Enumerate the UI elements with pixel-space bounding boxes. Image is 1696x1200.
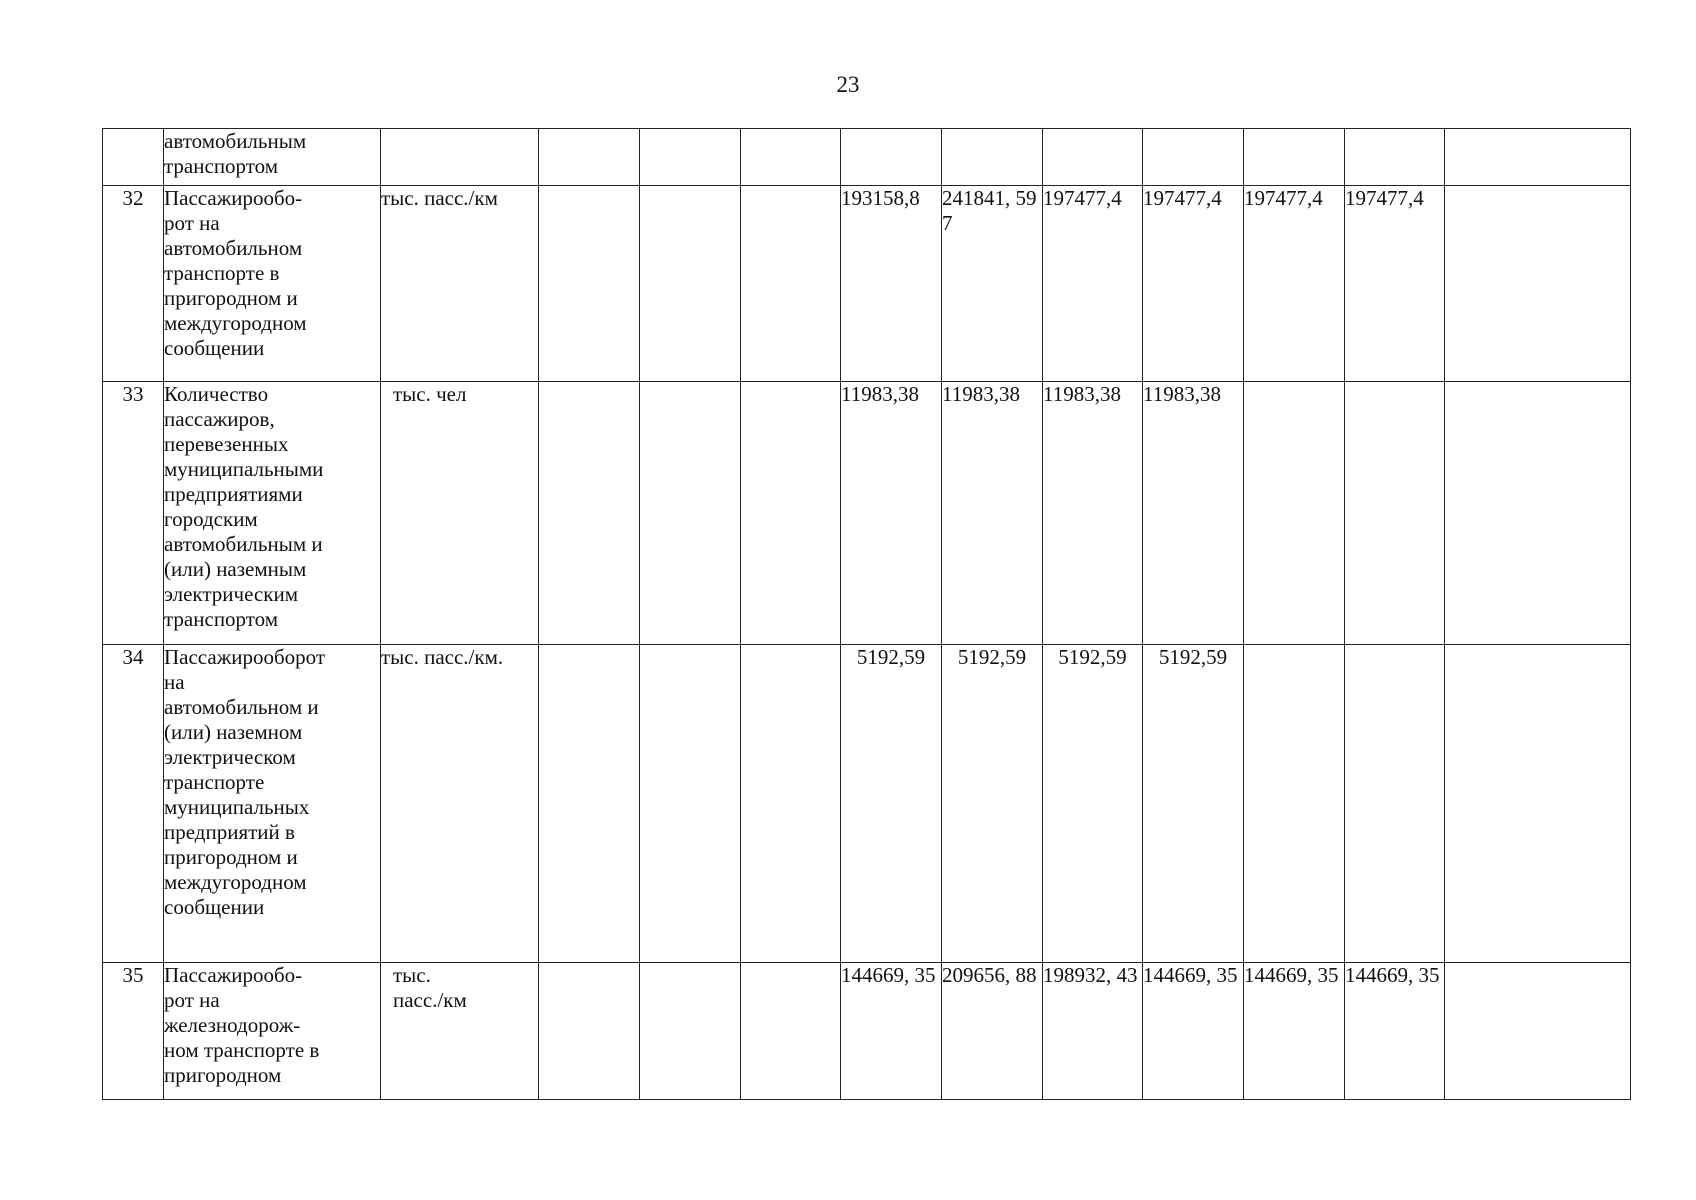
value-cell xyxy=(539,963,640,1100)
value-cell xyxy=(1244,382,1345,645)
value-cell xyxy=(741,645,841,963)
unit-line: тыс. пасс./км xyxy=(381,186,498,210)
indicator-name-line: (или) наземным xyxy=(164,557,307,581)
page-number: 23 xyxy=(836,72,860,97)
indicator-name-line: междугородном xyxy=(164,311,307,335)
indicator-name-cell xyxy=(164,963,381,1100)
unit-line: тыс. xyxy=(393,963,431,987)
value-cell xyxy=(640,129,741,186)
indicator-name-line: предприятиями xyxy=(164,482,303,506)
indicator-name-line: сообщении xyxy=(164,895,265,919)
indicator-name-line: Пассажирообо- xyxy=(164,186,303,210)
value-cell xyxy=(1445,186,1631,382)
indicators-table xyxy=(102,128,1631,1100)
value-cell xyxy=(1043,129,1143,186)
indicator-name-line: транспортом xyxy=(164,607,279,631)
row-number-cell: 32 xyxy=(103,186,164,382)
indicator-name-line: междугородном xyxy=(164,870,307,894)
indicator-name-cell xyxy=(164,645,381,963)
unit-line: тыс. пасс./км. xyxy=(381,645,504,669)
indicator-name-line: (или) наземном xyxy=(164,720,303,744)
value-cell xyxy=(539,186,640,382)
unit-cell xyxy=(381,129,539,186)
value-cell xyxy=(640,382,741,645)
value-cell: 11983,38 xyxy=(841,382,942,645)
value-cell: 144669, 35 xyxy=(841,963,942,1100)
value-cell: 11983,38 xyxy=(1043,382,1143,645)
indicator-name-line: электрическим xyxy=(164,582,298,606)
indicator-name-line: транспорте в xyxy=(164,261,280,285)
value-cell: 144669, 35 xyxy=(1143,963,1244,1100)
value-cell: 5192,59 xyxy=(1143,645,1244,963)
row-number-cell: 35 xyxy=(103,963,164,1100)
indicator-name-line: муниципальных xyxy=(164,795,310,819)
value-cell xyxy=(1445,129,1631,186)
indicator-name-line: транспортом xyxy=(164,154,279,178)
value-cell: 198932, 43 xyxy=(1043,963,1143,1100)
indicator-name-cell xyxy=(164,382,381,645)
value-cell: 144669, 35 xyxy=(1345,963,1445,1100)
indicator-name-line: рот на xyxy=(164,988,220,1012)
unit-line: тыс. чел xyxy=(393,382,467,406)
indicator-name-line: железнодорож- xyxy=(164,1013,301,1037)
indicator-name-cell xyxy=(164,129,381,186)
value-cell xyxy=(741,129,841,186)
value-cell xyxy=(1445,645,1631,963)
indicator-name-line: предприятий в xyxy=(164,820,295,844)
indicator-name-line: автомобильным xyxy=(164,129,307,153)
value-cell xyxy=(539,382,640,645)
value-cell xyxy=(1445,963,1631,1100)
indicator-name-line: пассажиров, xyxy=(164,407,275,431)
value-cell xyxy=(841,129,942,186)
indicator-name-line: Пассажирооборот xyxy=(164,645,326,669)
indicator-name-line: на xyxy=(164,670,185,694)
value-cell: 197477,4 xyxy=(1345,186,1445,382)
value-cell xyxy=(1244,129,1345,186)
value-cell: 209656, 88 xyxy=(942,963,1043,1100)
value-cell: 144669, 35 xyxy=(1244,963,1345,1100)
indicator-name-line: рот на xyxy=(164,211,220,235)
unit-cell xyxy=(381,963,539,1100)
value-cell xyxy=(1345,382,1445,645)
table-row xyxy=(103,186,1631,382)
value-cell xyxy=(741,963,841,1100)
value-cell xyxy=(640,963,741,1100)
unit-line: пасс./км xyxy=(393,988,467,1012)
indicator-name-line: сообщении xyxy=(164,336,265,360)
indicator-name-line: автомобильном и xyxy=(164,695,319,719)
indicator-name-cell xyxy=(164,186,381,382)
value-cell: 5192,59 xyxy=(1043,645,1143,963)
unit-cell xyxy=(381,186,539,382)
indicator-name-line: автомобильном xyxy=(164,236,303,260)
indicator-name-line: ном транспорте в xyxy=(164,1038,320,1062)
indicator-name-line: муниципальными xyxy=(164,457,324,481)
value-cell: 197477,4 xyxy=(1143,186,1244,382)
table-row xyxy=(103,129,1631,186)
row-number-cell: 34 xyxy=(103,645,164,963)
indicator-name-line: пригородном и xyxy=(164,845,298,869)
table-row xyxy=(103,645,1631,963)
value-cell xyxy=(640,645,741,963)
value-cell xyxy=(942,129,1043,186)
value-cell xyxy=(640,186,741,382)
value-cell xyxy=(741,186,841,382)
value-cell: 5192,59 xyxy=(942,645,1043,963)
indicator-name-line: электрическом xyxy=(164,745,296,769)
indicator-name-line: транспорте xyxy=(164,770,265,794)
value-cell xyxy=(1345,645,1445,963)
value-cell xyxy=(1143,129,1244,186)
indicator-name-line: автомобильным и xyxy=(164,532,323,556)
value-cell: 241841, 597 xyxy=(942,186,1043,382)
indicator-name-line: городским xyxy=(164,507,258,531)
unit-cell xyxy=(381,645,539,963)
table-row xyxy=(103,382,1631,645)
value-cell xyxy=(539,645,640,963)
value-cell xyxy=(1244,645,1345,963)
row-number-cell: 33 xyxy=(103,382,164,645)
indicator-name-line: пригородном и xyxy=(164,286,298,310)
value-cell: 193158,8 xyxy=(841,186,942,382)
unit-cell xyxy=(381,382,539,645)
indicator-name-line: Количество xyxy=(164,382,269,406)
value-cell: 197477,4 xyxy=(1043,186,1143,382)
indicator-name-line: перевезенных xyxy=(164,432,289,456)
value-cell: 11983,38 xyxy=(942,382,1043,645)
value-cell: 11983,38 xyxy=(1143,382,1244,645)
value-cell: 5192,59 xyxy=(841,645,942,963)
row-number-cell xyxy=(103,129,164,186)
value-cell xyxy=(741,382,841,645)
table-row xyxy=(103,963,1631,1100)
indicator-name-line: пригородном xyxy=(164,1063,282,1087)
value-cell: 197477,4 xyxy=(1244,186,1345,382)
indicator-name-line: Пассажирообо- xyxy=(164,963,303,987)
value-cell xyxy=(539,129,640,186)
value-cell xyxy=(1345,129,1445,186)
value-cell xyxy=(1445,382,1631,645)
